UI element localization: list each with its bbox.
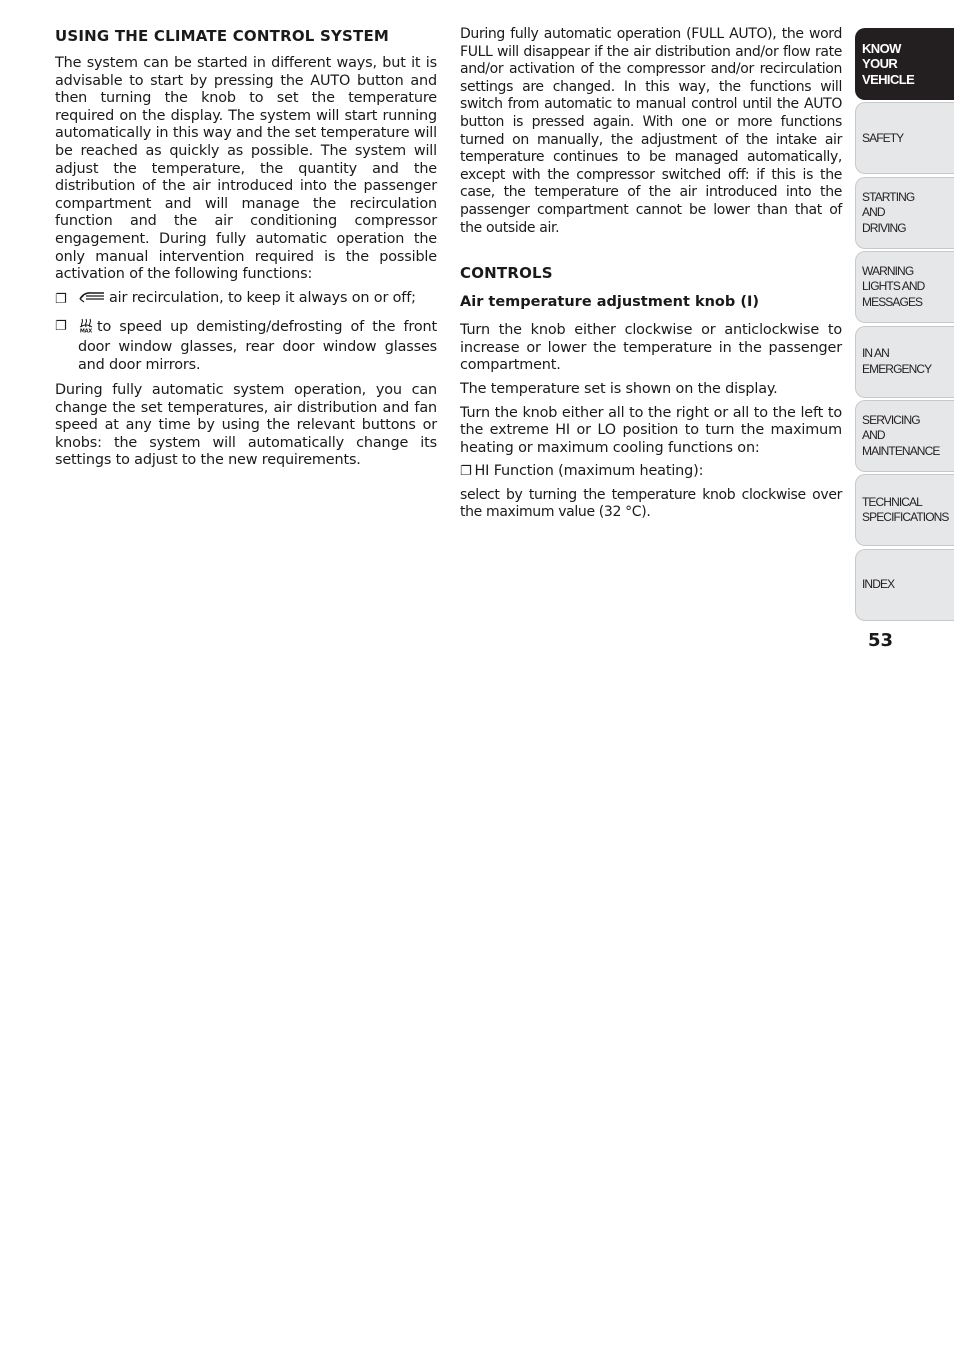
list-item [55, 317, 437, 374]
tab-index[interactable] [855, 549, 954, 621]
second-paragraph: During fully automatic system operation, you can change the set temperatures, air distribution and fan speed at any time by using the relevant buttons or knobs: the system will automatically change its settings to adjust to the new requirements. [55, 382, 437, 469]
function-list [55, 290, 437, 374]
tab-label: KNOW YOUR VEHICLE [862, 40, 915, 87]
controls-title: CONTROLS [460, 264, 553, 283]
hi-function-line [460, 463, 842, 481]
list-item-text: to speed up demisting/defrosting of the front door window glasses, rear door window glasses and door mirrors. [78, 319, 437, 373]
tab-technical-specifications[interactable] [855, 474, 954, 546]
tab-label: SAFETY [862, 130, 904, 145]
intro-paragraph: The system can be started in different ways, but it is advisable to start by pressing the AUTO button and then turning the knob to set the temperature required on the display. The system will start running automatically in this way and the set temperature will be reached as quickly as possible. The system will adjust the temperature, the quantity and the distribution of the air introduced into the passenger compartment and will manage the recirculation function and the air conditioning compressor engagement. During fully automatic operation the only manual intervention required is the possible activation of the following functions: [55, 55, 437, 283]
left-column [55, 26, 437, 476]
defrost-max-icon [78, 317, 94, 339]
tab-warning-lights[interactable] [855, 251, 954, 323]
bullet-box-icon: ❐ [460, 464, 472, 480]
tab-label: STARTING AND DRIVING [862, 189, 915, 235]
tab-label: WARNING LIGHTS AND MESSAGES [862, 263, 925, 309]
tab-label: IN AN EMERGENCY [862, 346, 932, 376]
list-item-text: air recirculation, to keep it always on or off; [109, 289, 416, 306]
knob-title: Air temperature adjustment knob (I) [460, 294, 759, 311]
display-paragraph: The temperature set is shown on the display. [460, 380, 778, 397]
hi-lo-paragraph: Turn the knob either all to the right or all to the left to the extreme HI or LO position to turn the maximum heating or maximum cooling functions on: [460, 404, 842, 456]
tab-safety[interactable] [855, 102, 954, 174]
tab-label: SERVICING AND MAINTENANCE [862, 412, 940, 458]
full-auto-paragraph: During fully automatic operation (FULL AUTO), the word FULL will disappear if the air distribution and/or flow rate and/or activation of the compressor and/or recirculation settings are changed. In this way, the functions will switch from automatic to manual control until the AUTO button is pressed again. With one or more functions turned on manually, the adjustment of the intake air temperature continues to be managed automatically, except with the compressor switched off: if this is the case, the temperature of the air introduced into the passenger compartment cannot be lower than that of the outside air. [460, 26, 842, 236]
bullet-box-icon: ❐ [55, 291, 67, 307]
list-item [55, 290, 437, 310]
recirculation-icon [78, 290, 106, 310]
defrost-icon-label: MAX [79, 328, 93, 334]
right-column [460, 26, 842, 528]
tab-know-your-vehicle[interactable] [855, 28, 954, 100]
section-title: USING THE CLIMATE CONTROL SYSTEM [55, 27, 390, 45]
tab-label: INDEX [862, 576, 895, 591]
tab-label: TECHNICAL SPECIFICATIONS [862, 494, 949, 525]
page-number: 53 [868, 630, 894, 651]
knob-paragraph: Turn the knob either clockwise or anticlockwise to increase or lower the temperature in the passenger compartment. [460, 322, 842, 374]
hi-function-text: HI Function (maximum heating): [474, 463, 704, 480]
hi-select-paragraph: select by turning the temperature knob clockwise over the maximum value (32 °C). [460, 486, 842, 521]
tab-starting-and-driving[interactable] [855, 177, 954, 249]
bullet-box-icon: ❐ [55, 319, 67, 335]
chapter-tabs [855, 28, 954, 623]
tab-servicing[interactable] [855, 400, 954, 472]
tab-in-an-emergency[interactable] [855, 326, 954, 398]
